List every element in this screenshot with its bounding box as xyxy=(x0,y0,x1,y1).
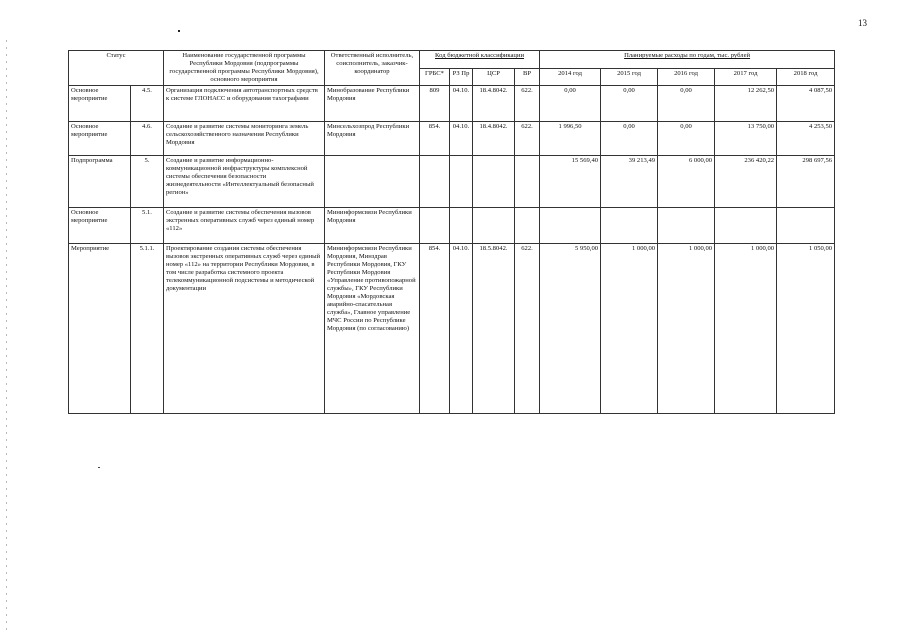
scan-speck xyxy=(98,467,100,468)
header-grbs: ГРБС* xyxy=(420,68,450,86)
row-csr xyxy=(473,208,515,244)
header-responsible: Ответственный исполнитель, соисполнитель, заказчик-координатор xyxy=(325,51,420,86)
table-row xyxy=(69,208,835,244)
program-table xyxy=(68,50,835,414)
row-status: Мероприятие xyxy=(69,244,131,414)
row-number: 5.1.1. xyxy=(131,244,164,414)
row-2017: 12 262,50 xyxy=(715,86,777,122)
row-2016: 0,00 xyxy=(658,86,715,122)
row-name: Создание и развитие системы мониторинга земель сельскохозяйственного назначения Республики Мордовия xyxy=(164,122,325,156)
header-year: 2017 год xyxy=(715,68,777,86)
row-responsible: Минобразование Республики Мордовия xyxy=(325,86,420,122)
row-csr: 18.4.8042. xyxy=(473,86,515,122)
header-planned: Планируемые расходы по годам, тыс. рублей xyxy=(540,51,835,69)
row-2018: 4 253,50 xyxy=(777,122,835,156)
header-status: Статус xyxy=(69,51,164,86)
row-rz xyxy=(450,208,473,244)
row-2016 xyxy=(658,208,715,244)
row-2018: 298 697,56 xyxy=(777,156,835,208)
row-name: Организация подключения автотранспортных средств к системе ГЛОНАСС и оборудования тахографами xyxy=(164,86,325,122)
header-csr: ЦСР xyxy=(473,68,515,86)
row-rz: 04.10. xyxy=(450,122,473,156)
row-2017: 13 750,00 xyxy=(715,122,777,156)
row-2016: 6 000,00 xyxy=(658,156,715,208)
header-budget-code: Код бюджетной классификации xyxy=(420,51,540,69)
row-2014: 1 996,50 xyxy=(540,122,601,156)
row-2015: 39 213,49 xyxy=(601,156,658,208)
row-status: Основное мероприятие xyxy=(69,208,131,244)
row-grbs: 854. xyxy=(420,244,450,414)
row-2016: 0,00 xyxy=(658,122,715,156)
row-2014: 5 950,00 xyxy=(540,244,601,414)
header-year: 2018 год xyxy=(777,68,835,86)
row-2016: 1 000,00 xyxy=(658,244,715,414)
row-vr: 622. xyxy=(515,86,540,122)
row-2018: 4 087,50 xyxy=(777,86,835,122)
table-row xyxy=(69,86,835,122)
table-row xyxy=(69,122,835,156)
row-2017: 1 000,00 xyxy=(715,244,777,414)
row-2018 xyxy=(777,208,835,244)
row-responsible: Мининформсвязи Республики Мордовия xyxy=(325,208,420,244)
header-year: 2014 год xyxy=(540,68,601,86)
row-status: Подпрограмма xyxy=(69,156,131,208)
binding-edge xyxy=(6,40,7,630)
row-grbs: 854. xyxy=(420,122,450,156)
page-number: 13 xyxy=(858,18,867,28)
table-row xyxy=(69,156,835,208)
row-responsible xyxy=(325,156,420,208)
table-row xyxy=(69,244,835,414)
header-year: 2015 год xyxy=(601,68,658,86)
row-csr: 18.4.8042. xyxy=(473,122,515,156)
row-name: Создание и развитие системы обеспечения вызовов экстренных оперативных служб через единый номер «112» xyxy=(164,208,325,244)
row-2018: 1 050,00 xyxy=(777,244,835,414)
row-2014: 15 569,40 xyxy=(540,156,601,208)
row-vr xyxy=(515,156,540,208)
row-status: Основное мероприятие xyxy=(69,86,131,122)
row-number: 4.5. xyxy=(131,86,164,122)
row-2014: 0,00 xyxy=(540,86,601,122)
row-grbs xyxy=(420,156,450,208)
row-number: 5. xyxy=(131,156,164,208)
row-csr: 18.5.8042. xyxy=(473,244,515,414)
row-rz: 04.10. xyxy=(450,244,473,414)
row-number: 5.1. xyxy=(131,208,164,244)
header-year: 2016 год xyxy=(658,68,715,86)
header-name: Наименование государственной программы Республики Мордовия (подпрограммы государственной программы Республики Мордовия), основного мероприятия xyxy=(164,51,325,86)
row-responsible: Минсельхозпрод Республики Мордовия xyxy=(325,122,420,156)
row-vr: 622. xyxy=(515,244,540,414)
row-2015: 0,00 xyxy=(601,122,658,156)
row-grbs xyxy=(420,208,450,244)
row-csr xyxy=(473,156,515,208)
row-2015: 0,00 xyxy=(601,86,658,122)
header-vr: ВР xyxy=(515,68,540,86)
row-status: Основное мероприятие xyxy=(69,122,131,156)
row-2015: 1 000,00 xyxy=(601,244,658,414)
row-vr: 622. xyxy=(515,122,540,156)
row-number: 4.6. xyxy=(131,122,164,156)
row-rz: 04.10. xyxy=(450,86,473,122)
row-vr xyxy=(515,208,540,244)
header-rz: РЗ Пр xyxy=(450,68,473,86)
row-grbs: 809 xyxy=(420,86,450,122)
row-2014 xyxy=(540,208,601,244)
row-name: Создание и развитие информационно-коммуникационной инфраструктуры комплексной системы обеспечения безопасности жизнедеятельности «Интеллектуальный безопасный регион» xyxy=(164,156,325,208)
row-2015 xyxy=(601,208,658,244)
row-name: Проектирование создания системы обеспечения вызовов экстренных оперативных служб через единый номер «112» на территории Республики Мордовия, в том числе разработка системного проекта телекоммуникационной подсистемы и методической документации xyxy=(164,244,325,414)
row-2017: 236 420,22 xyxy=(715,156,777,208)
row-rz xyxy=(450,156,473,208)
scan-speck xyxy=(178,30,180,32)
row-responsible: Мининформсвязи Республики Мордовия, Минздрав Республики Мордовия, ГКУ Республики Мордовия «Управление противопожарной службы», ГКУ Республики Мордовия «Мордовская аварийно-спасательная служба», Главное управление МЧС России по Республике Мордовия (по согласованию) xyxy=(325,244,420,414)
row-2017 xyxy=(715,208,777,244)
